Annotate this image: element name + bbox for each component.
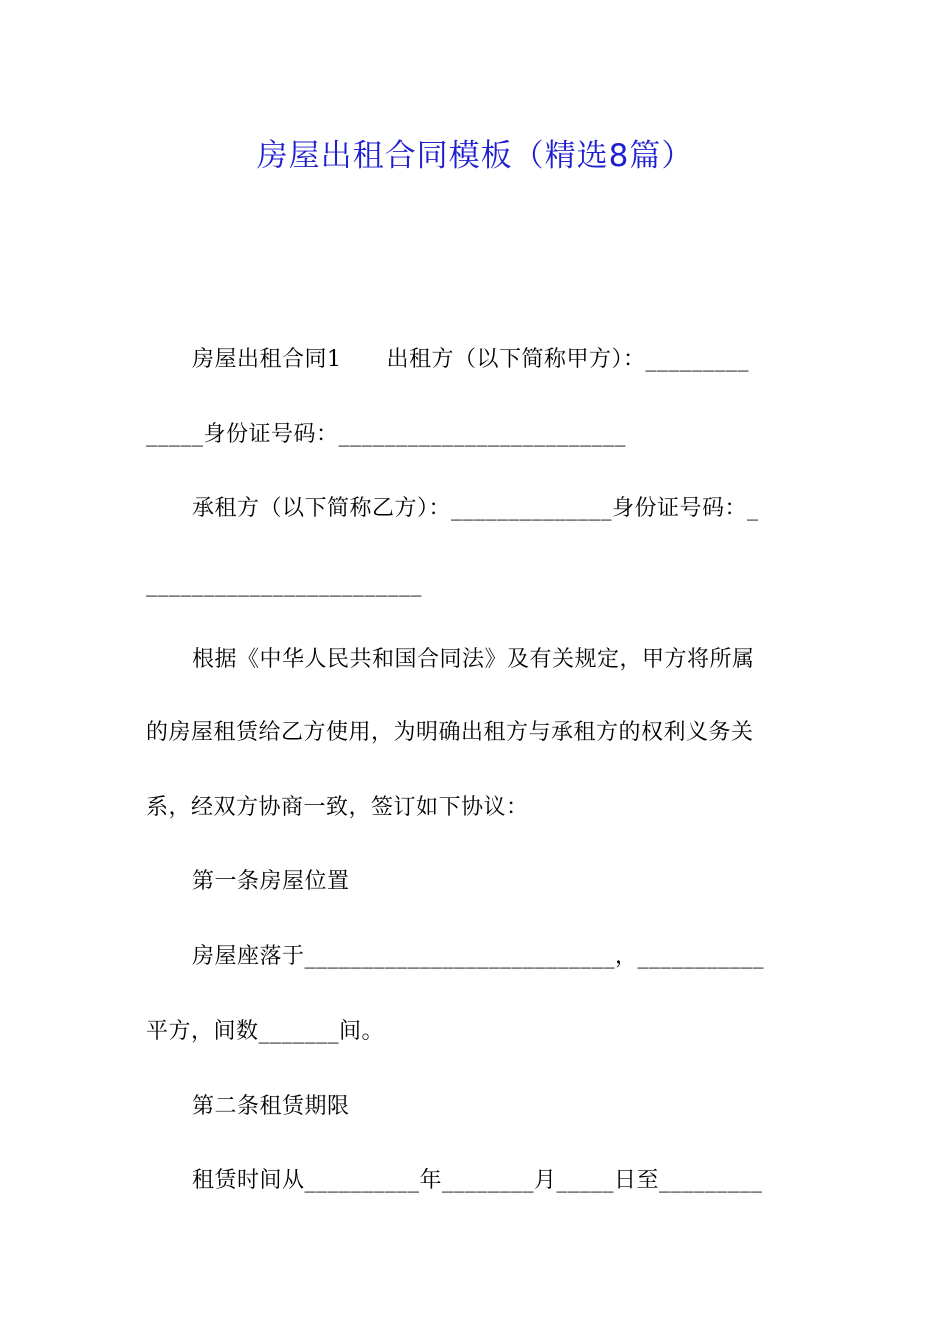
lessor-id-line: _____身份证号码：_________________________ — [146, 422, 627, 447]
preamble-line-2: 的房屋租赁给乙方使用，为明确出租方与承租方的权利义务关 — [146, 720, 754, 745]
article-1-heading: 第一条房屋位置 — [192, 869, 350, 894]
lease-term-line: 租赁时间从__________年________月_____日至_________ — [192, 1168, 763, 1193]
preamble-line-1: 根据《中华人民共和国合同法》及有关规定，甲方将所属 — [192, 647, 755, 672]
document-title: 房屋出租合同模板（精选8篇） — [256, 138, 694, 174]
contract-header-line: 房屋出租合同1 出租方（以下简称甲方）：_________ — [192, 347, 749, 372]
article-2-heading: 第二条租赁期限 — [192, 1094, 350, 1119]
lessee-line: 承租方（以下简称乙方）：______________身份证号码：_ — [192, 496, 759, 521]
property-area-line: 平方，间数_______间。 — [146, 1019, 385, 1044]
lessee-id-blank-line: ________________________ — [146, 572, 422, 597]
property-location-line: 房屋座落于___________________________，___________ — [192, 944, 765, 969]
preamble-line-3: 系，经双方协商一致，签订如下协议： — [146, 795, 529, 820]
